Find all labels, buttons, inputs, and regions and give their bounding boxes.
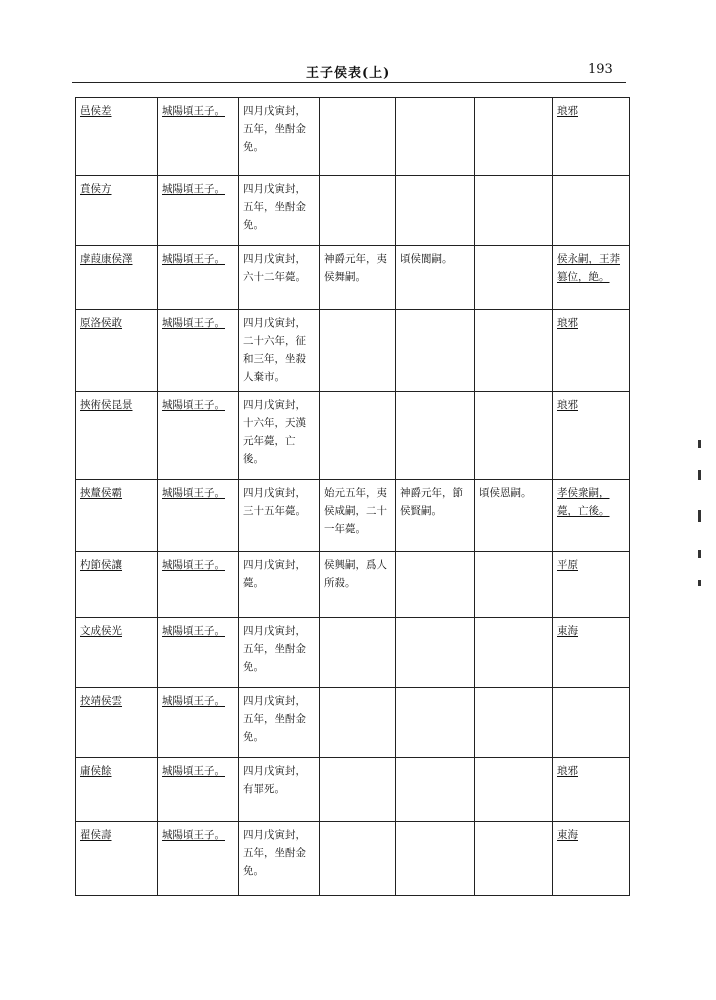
cell-c4: 始元五年，夷侯咸嗣，二十一年薨。: [320, 480, 396, 552]
cell-place: 侯永嗣，王莽篡位，絶。: [553, 246, 630, 310]
cell-c5: [396, 176, 475, 246]
cell-origin: 城陽頃王子。: [158, 480, 239, 552]
cell-name: 虖葭康侯澤: [76, 246, 158, 310]
cell-c5: [396, 392, 475, 480]
cell-place: 琅邪: [553, 392, 630, 480]
cell-c4: [320, 310, 396, 392]
table-row: [76, 98, 630, 176]
cell-c6: [475, 310, 553, 392]
cell-c5: [396, 822, 475, 896]
table-row: [76, 688, 630, 758]
cell-grant: 四月戊寅封，三十五年薨。: [239, 480, 320, 552]
cell-origin: 城陽頃王子。: [158, 552, 239, 618]
cell-c4: 神爵元年，夷侯舞嗣。: [320, 246, 396, 310]
cell-grant: 四月戊寅封，五年，坐酎金免。: [239, 98, 320, 176]
cell-c6: [475, 618, 553, 688]
table-body: [76, 98, 630, 896]
cell-c6: [475, 392, 553, 480]
cell-name: 賁侯方: [76, 176, 158, 246]
cell-name: 翟侯壽: [76, 822, 158, 896]
cell-c5: [396, 688, 475, 758]
cell-name: 杓節侯讓: [76, 552, 158, 618]
page-number: 193: [588, 62, 613, 77]
table-row: [76, 480, 630, 552]
cell-origin: 城陽頃王子。: [158, 392, 239, 480]
cell-grant: 四月戊寅封，五年，坐酎金免。: [239, 176, 320, 246]
cell-name: 原洛侯敢: [76, 310, 158, 392]
cell-origin: 城陽頃王子。: [158, 822, 239, 896]
cell-place: [553, 688, 630, 758]
table-row: [76, 552, 630, 618]
marquis-table: [75, 97, 630, 896]
cell-c4: 侯興嗣，爲人所殺。: [320, 552, 396, 618]
cell-c6: [475, 552, 553, 618]
cell-origin: 城陽頃王子。: [158, 310, 239, 392]
header-rule: [72, 82, 626, 83]
cell-place: 琅邪: [553, 98, 630, 176]
cell-name: 挍靖侯雲: [76, 688, 158, 758]
cell-name: 挾釐侯霸: [76, 480, 158, 552]
cell-place: [553, 176, 630, 246]
table-row: [76, 392, 630, 480]
cell-c4: [320, 618, 396, 688]
cell-c4: [320, 758, 396, 822]
cell-grant: 四月戊寅封，有罪死。: [239, 758, 320, 822]
cell-name: 文成侯光: [76, 618, 158, 688]
cell-place: 孝侯衆嗣，薨，亡後。: [553, 480, 630, 552]
cell-place: 琅邪: [553, 758, 630, 822]
cell-origin: 城陽頃王子。: [158, 246, 239, 310]
cell-c5: [396, 618, 475, 688]
cell-c6: [475, 688, 553, 758]
cell-origin: 城陽頃王子。: [158, 758, 239, 822]
cell-origin: 城陽頃王子。: [158, 618, 239, 688]
cell-c4: [320, 392, 396, 480]
cell-origin: 城陽頃王子。: [158, 688, 239, 758]
cell-c5: 頃侯閬嗣。: [396, 246, 475, 310]
cell-c4: [320, 822, 396, 896]
cell-c4: [320, 98, 396, 176]
cell-place: 平原: [553, 552, 630, 618]
cell-origin: 城陽頃王子。: [158, 98, 239, 176]
cell-name: 庸侯餘: [76, 758, 158, 822]
cell-c5: [396, 310, 475, 392]
scan-edge-marks: [698, 440, 712, 600]
cell-place: 東海: [553, 822, 630, 896]
cell-grant: 四月戊寅封，五年，坐酎金免。: [239, 822, 320, 896]
cell-c5: [396, 98, 475, 176]
cell-grant: 四月戊寅封，五年，坐酎金免。: [239, 618, 320, 688]
page-header: [0, 0, 716, 90]
cell-c6: [475, 822, 553, 896]
cell-c6: [475, 246, 553, 310]
cell-grant: 四月戊寅封，五年，坐酎金免。: [239, 688, 320, 758]
table-row: [76, 176, 630, 246]
cell-c4: [320, 688, 396, 758]
table-row: [76, 758, 630, 822]
cell-c6: [475, 758, 553, 822]
cell-c6: [475, 98, 553, 176]
cell-c5: [396, 758, 475, 822]
cell-c4: [320, 176, 396, 246]
cell-grant: 四月戊寅封，二十六年，征和三年，坐殺人棄市。: [239, 310, 320, 392]
cell-name: 邑侯差: [76, 98, 158, 176]
cell-place: 琅邪: [553, 310, 630, 392]
cell-grant: 四月戊寅封，薨。: [239, 552, 320, 618]
running-title: 王子侯表(上): [306, 66, 391, 81]
table-row: [76, 618, 630, 688]
cell-place: 東海: [553, 618, 630, 688]
table-row: [76, 246, 630, 310]
table-row: [76, 822, 630, 896]
cell-grant: 四月戊寅封，六十二年薨。: [239, 246, 320, 310]
cell-c6: [475, 176, 553, 246]
cell-name: 挾術侯昆景: [76, 392, 158, 480]
cell-origin: 城陽頃王子。: [158, 176, 239, 246]
cell-c6: 頃侯恩嗣。: [475, 480, 553, 552]
cell-c5: [396, 552, 475, 618]
table-row: [76, 310, 630, 392]
cell-c5: 神爵元年，節侯賢嗣。: [396, 480, 475, 552]
cell-grant: 四月戊寅封，十六年，天漢元年薨，亡後。: [239, 392, 320, 480]
